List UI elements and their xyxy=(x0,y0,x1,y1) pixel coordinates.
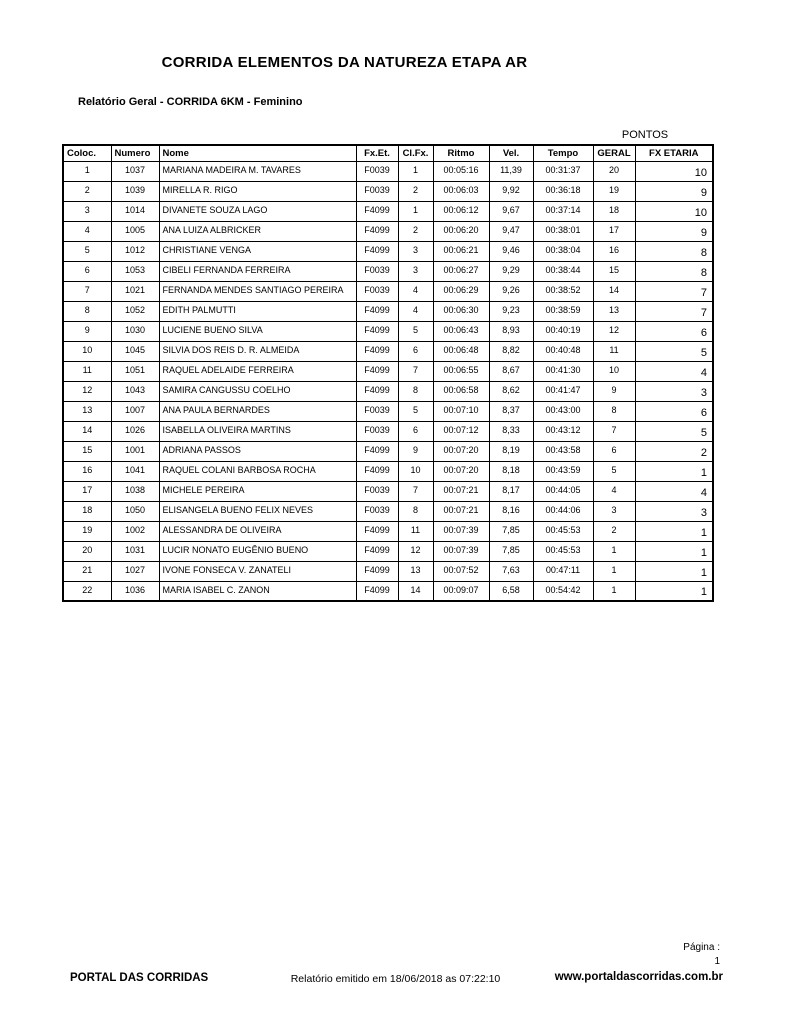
cell-vel: 9,67 xyxy=(489,201,533,221)
table-row xyxy=(63,201,713,221)
cell-tempo: 00:38:01 xyxy=(533,221,593,241)
cell-ritmo: 00:07:12 xyxy=(433,421,489,441)
cell-coloc: 4 xyxy=(63,221,111,241)
cell-fx-et: F0039 xyxy=(356,501,398,521)
table-row xyxy=(63,221,713,241)
table-row xyxy=(63,361,713,381)
cell-tempo: 00:40:19 xyxy=(533,321,593,341)
cell-vel: 7,63 xyxy=(489,561,533,581)
cell-vel: 8,16 xyxy=(489,501,533,521)
cell-vel: 9,92 xyxy=(489,181,533,201)
cell-cl-fx: 2 xyxy=(398,221,433,241)
table-row xyxy=(63,241,713,261)
cell-fx-et: F4099 xyxy=(356,461,398,481)
cell-ritmo: 00:06:12 xyxy=(433,201,489,221)
cell-nome: DIVANETE SOUZA LAGO xyxy=(159,201,356,221)
cell-numero: 1045 xyxy=(111,341,159,361)
cell-nome: ALESSANDRA DE OLIVEIRA xyxy=(159,521,356,541)
cell-coloc: 18 xyxy=(63,501,111,521)
results-table-head xyxy=(63,145,713,161)
cell-numero: 1043 xyxy=(111,381,159,401)
cell-tempo: 00:37:14 xyxy=(533,201,593,221)
cell-numero: 1039 xyxy=(111,181,159,201)
cell-ritmo: 00:05:16 xyxy=(433,161,489,181)
cell-fx-etaria: 4 xyxy=(635,481,713,501)
cell-numero: 1026 xyxy=(111,421,159,441)
cell-geral: 16 xyxy=(593,241,635,261)
cell-tempo: 00:41:47 xyxy=(533,381,593,401)
cell-geral: 3 xyxy=(593,501,635,521)
table-row xyxy=(63,161,713,181)
column-header-numero: Numero xyxy=(111,145,159,161)
cell-ritmo: 00:06:03 xyxy=(433,181,489,201)
cell-vel: 7,85 xyxy=(489,541,533,561)
column-header-vel: Vel. xyxy=(489,145,533,161)
cell-cl-fx: 12 xyxy=(398,541,433,561)
cell-coloc: 3 xyxy=(63,201,111,221)
cell-geral: 14 xyxy=(593,281,635,301)
pontos-column-group-label: PONTOS xyxy=(621,129,669,141)
table-row xyxy=(63,341,713,361)
page-number: 1 xyxy=(714,956,720,967)
results-table-body xyxy=(63,161,713,601)
cell-vel: 9,47 xyxy=(489,221,533,241)
cell-fx-et: F4099 xyxy=(356,341,398,361)
cell-numero: 1052 xyxy=(111,301,159,321)
cell-vel: 6,58 xyxy=(489,581,533,601)
cell-vel: 8,18 xyxy=(489,461,533,481)
cell-ritmo: 00:07:21 xyxy=(433,481,489,501)
cell-ritmo: 00:09:07 xyxy=(433,581,489,601)
cell-vel: 8,82 xyxy=(489,341,533,361)
cell-coloc: 12 xyxy=(63,381,111,401)
cell-coloc: 14 xyxy=(63,421,111,441)
cell-fx-etaria: 1 xyxy=(635,541,713,561)
cell-nome: CHRISTIANE VENGA xyxy=(159,241,356,261)
cell-cl-fx: 13 xyxy=(398,561,433,581)
cell-fx-et: F0039 xyxy=(356,481,398,501)
cell-tempo: 00:31:37 xyxy=(533,161,593,181)
cell-fx-etaria: 9 xyxy=(635,181,713,201)
cell-nome: FERNANDA MENDES SANTIAGO PEREIRA xyxy=(159,281,356,301)
cell-tempo: 00:44:06 xyxy=(533,501,593,521)
cell-geral: 6 xyxy=(593,441,635,461)
cell-cl-fx: 1 xyxy=(398,201,433,221)
cell-coloc: 17 xyxy=(63,481,111,501)
cell-vel: 8,17 xyxy=(489,481,533,501)
table-row xyxy=(63,261,713,281)
cell-coloc: 19 xyxy=(63,521,111,541)
cell-ritmo: 00:06:29 xyxy=(433,281,489,301)
table-row xyxy=(63,521,713,541)
cell-ritmo: 00:06:27 xyxy=(433,261,489,281)
cell-fx-et: F0039 xyxy=(356,281,398,301)
cell-ritmo: 00:07:20 xyxy=(433,441,489,461)
cell-cl-fx: 9 xyxy=(398,441,433,461)
cell-geral: 19 xyxy=(593,181,635,201)
cell-geral: 1 xyxy=(593,581,635,601)
cell-geral: 12 xyxy=(593,321,635,341)
cell-geral: 4 xyxy=(593,481,635,501)
cell-tempo: 00:43:59 xyxy=(533,461,593,481)
cell-cl-fx: 4 xyxy=(398,281,433,301)
cell-nome: MARIANA MADEIRA M. TAVARES xyxy=(159,161,356,181)
cell-tempo: 00:43:58 xyxy=(533,441,593,461)
cell-numero: 1027 xyxy=(111,561,159,581)
cell-numero: 1041 xyxy=(111,461,159,481)
cell-coloc: 11 xyxy=(63,361,111,381)
column-header-ritmo: Ritmo xyxy=(433,145,489,161)
cell-geral: 18 xyxy=(593,201,635,221)
cell-ritmo: 00:06:20 xyxy=(433,221,489,241)
cell-coloc: 15 xyxy=(63,441,111,461)
cell-geral: 20 xyxy=(593,161,635,181)
cell-fx-etaria: 7 xyxy=(635,281,713,301)
cell-ritmo: 00:06:55 xyxy=(433,361,489,381)
cell-fx-etaria: 8 xyxy=(635,241,713,261)
table-row xyxy=(63,581,713,601)
cell-tempo: 00:45:53 xyxy=(533,541,593,561)
report-subtitle: Relatório Geral - CORRIDA 6KM - Feminino xyxy=(78,96,303,108)
cell-nome: LUCIR NONATO EUGÊNIO BUENO xyxy=(159,541,356,561)
cell-numero: 1036 xyxy=(111,581,159,601)
cell-vel: 8,37 xyxy=(489,401,533,421)
table-row xyxy=(63,481,713,501)
page-label: Página : xyxy=(683,942,720,953)
footer-brand: PORTAL DAS CORRIDAS xyxy=(70,972,209,984)
cell-numero: 1030 xyxy=(111,321,159,341)
cell-coloc: 20 xyxy=(63,541,111,561)
cell-fx-etaria: 10 xyxy=(635,201,713,221)
cell-nome: MARIA ISABEL C. ZANON xyxy=(159,581,356,601)
cell-nome: SILVIA DOS REIS D. R. ALMEIDA xyxy=(159,341,356,361)
cell-fx-et: F4099 xyxy=(356,561,398,581)
cell-numero: 1007 xyxy=(111,401,159,421)
cell-coloc: 2 xyxy=(63,181,111,201)
cell-cl-fx: 8 xyxy=(398,381,433,401)
cell-vel: 9,29 xyxy=(489,261,533,281)
cell-ritmo: 00:07:20 xyxy=(433,461,489,481)
table-row xyxy=(63,561,713,581)
cell-ritmo: 00:06:43 xyxy=(433,321,489,341)
cell-ritmo: 00:06:30 xyxy=(433,301,489,321)
cell-cl-fx: 7 xyxy=(398,481,433,501)
cell-nome: ELISANGELA BUENO FELIX NEVES xyxy=(159,501,356,521)
cell-ritmo: 00:07:10 xyxy=(433,401,489,421)
cell-fx-etaria: 5 xyxy=(635,421,713,441)
footer-website-link: www.portaldascorridas.com.br xyxy=(554,971,723,983)
column-header-fx-etaria: FX ETARIA xyxy=(635,145,713,161)
cell-geral: 7 xyxy=(593,421,635,441)
cell-cl-fx: 3 xyxy=(398,261,433,281)
table-row xyxy=(63,541,713,561)
cell-tempo: 00:41:30 xyxy=(533,361,593,381)
cell-fx-et: F4099 xyxy=(356,581,398,601)
cell-fx-etaria: 4 xyxy=(635,361,713,381)
table-row xyxy=(63,421,713,441)
column-header-geral: GERAL xyxy=(593,145,635,161)
cell-ritmo: 00:07:39 xyxy=(433,521,489,541)
cell-nome: LUCIENE BUENO SILVA xyxy=(159,321,356,341)
cell-coloc: 21 xyxy=(63,561,111,581)
cell-nome: IVONE FONSECA V. ZANATELI xyxy=(159,561,356,581)
cell-tempo: 00:38:04 xyxy=(533,241,593,261)
cell-vel: 9,46 xyxy=(489,241,533,261)
cell-fx-etaria: 8 xyxy=(635,261,713,281)
cell-numero: 1002 xyxy=(111,521,159,541)
cell-coloc: 16 xyxy=(63,461,111,481)
cell-fx-et: F0039 xyxy=(356,421,398,441)
cell-tempo: 00:47:11 xyxy=(533,561,593,581)
cell-cl-fx: 6 xyxy=(398,421,433,441)
cell-fx-etaria: 6 xyxy=(635,321,713,341)
cell-fx-et: F4099 xyxy=(356,521,398,541)
cell-geral: 2 xyxy=(593,521,635,541)
cell-vel: 8,19 xyxy=(489,441,533,461)
cell-nome: RAQUEL ADELAIDE FERREIRA xyxy=(159,361,356,381)
table-row xyxy=(63,381,713,401)
cell-cl-fx: 1 xyxy=(398,161,433,181)
cell-geral: 8 xyxy=(593,401,635,421)
cell-fx-etaria: 3 xyxy=(635,381,713,401)
cell-cl-fx: 5 xyxy=(398,321,433,341)
cell-vel: 9,23 xyxy=(489,301,533,321)
cell-ritmo: 00:06:21 xyxy=(433,241,489,261)
cell-fx-et: F0039 xyxy=(356,401,398,421)
cell-fx-et: F4099 xyxy=(356,221,398,241)
cell-cl-fx: 5 xyxy=(398,401,433,421)
cell-tempo: 00:54:42 xyxy=(533,581,593,601)
cell-coloc: 6 xyxy=(63,261,111,281)
cell-cl-fx: 3 xyxy=(398,241,433,261)
cell-tempo: 00:38:59 xyxy=(533,301,593,321)
cell-nome: ADRIANA PASSOS xyxy=(159,441,356,461)
cell-geral: 9 xyxy=(593,381,635,401)
cell-fx-et: F4099 xyxy=(356,321,398,341)
cell-cl-fx: 10 xyxy=(398,461,433,481)
cell-fx-etaria: 1 xyxy=(635,561,713,581)
cell-cl-fx: 8 xyxy=(398,501,433,521)
cell-nome: MIRELLA R. RIGO xyxy=(159,181,356,201)
cell-nome: ISABELLA OLIVEIRA MARTINS xyxy=(159,421,356,441)
column-header-cl-fx: Cl.Fx. xyxy=(398,145,433,161)
column-header-coloc: Coloc. xyxy=(63,145,111,161)
header-row xyxy=(63,145,713,161)
cell-ritmo: 00:06:58 xyxy=(433,381,489,401)
cell-nome: RAQUEL COLANI BARBOSA ROCHA xyxy=(159,461,356,481)
cell-coloc: 9 xyxy=(63,321,111,341)
cell-vel: 8,93 xyxy=(489,321,533,341)
cell-fx-etaria: 9 xyxy=(635,221,713,241)
cell-nome: SAMIRA CANGUSSU COELHO xyxy=(159,381,356,401)
cell-numero: 1051 xyxy=(111,361,159,381)
cell-coloc: 13 xyxy=(63,401,111,421)
cell-fx-et: F0039 xyxy=(356,161,398,181)
cell-fx-etaria: 1 xyxy=(635,581,713,601)
cell-cl-fx: 14 xyxy=(398,581,433,601)
cell-tempo: 00:45:53 xyxy=(533,521,593,541)
cell-tempo: 00:43:00 xyxy=(533,401,593,421)
cell-fx-et: F4099 xyxy=(356,241,398,261)
cell-geral: 17 xyxy=(593,221,635,241)
cell-cl-fx: 2 xyxy=(398,181,433,201)
cell-coloc: 7 xyxy=(63,281,111,301)
cell-nome: ANA PAULA BERNARDES xyxy=(159,401,356,421)
cell-fx-et: F4099 xyxy=(356,361,398,381)
cell-vel: 8,67 xyxy=(489,361,533,381)
cell-geral: 13 xyxy=(593,301,635,321)
cell-numero: 1031 xyxy=(111,541,159,561)
cell-coloc: 22 xyxy=(63,581,111,601)
cell-fx-et: F0039 xyxy=(356,181,398,201)
cell-fx-etaria: 10 xyxy=(635,161,713,181)
cell-geral: 10 xyxy=(593,361,635,381)
cell-nome: CIBELI FERNANDA FERREIRA xyxy=(159,261,356,281)
cell-geral: 1 xyxy=(593,561,635,581)
cell-numero: 1038 xyxy=(111,481,159,501)
cell-tempo: 00:43:12 xyxy=(533,421,593,441)
cell-vel: 7,85 xyxy=(489,521,533,541)
cell-cl-fx: 6 xyxy=(398,341,433,361)
cell-fx-etaria: 2 xyxy=(635,441,713,461)
cell-fx-etaria: 7 xyxy=(635,301,713,321)
cell-fx-et: F4099 xyxy=(356,301,398,321)
cell-ritmo: 00:06:48 xyxy=(433,341,489,361)
cell-nome: MICHELE PEREIRA xyxy=(159,481,356,501)
cell-vel: 8,62 xyxy=(489,381,533,401)
cell-vel: 8,33 xyxy=(489,421,533,441)
cell-vel: 9,26 xyxy=(489,281,533,301)
cell-nome: EDITH PALMUTTI xyxy=(159,301,356,321)
table-row xyxy=(63,401,713,421)
results-table xyxy=(62,144,714,602)
cell-coloc: 1 xyxy=(63,161,111,181)
cell-coloc: 8 xyxy=(63,301,111,321)
cell-coloc: 5 xyxy=(63,241,111,261)
cell-ritmo: 00:07:39 xyxy=(433,541,489,561)
table-row xyxy=(63,301,713,321)
cell-nome: ANA LUIZA ALBRICKER xyxy=(159,221,356,241)
cell-tempo: 00:38:44 xyxy=(533,261,593,281)
table-row xyxy=(63,281,713,301)
column-header-tempo: Tempo xyxy=(533,145,593,161)
cell-numero: 1037 xyxy=(111,161,159,181)
table-row xyxy=(63,181,713,201)
cell-ritmo: 00:07:21 xyxy=(433,501,489,521)
page-indicator xyxy=(683,941,720,969)
cell-fx-etaria: 1 xyxy=(635,521,713,541)
footer-emitted-timestamp: Relatório emitido em 18/06/2018 as 07:22:10 xyxy=(290,973,501,985)
cell-numero: 1053 xyxy=(111,261,159,281)
cell-tempo: 00:40:48 xyxy=(533,341,593,361)
cell-vel: 11,39 xyxy=(489,161,533,181)
cell-fx-etaria: 3 xyxy=(635,501,713,521)
cell-geral: 15 xyxy=(593,261,635,281)
cell-ritmo: 00:07:52 xyxy=(433,561,489,581)
cell-tempo: 00:38:52 xyxy=(533,281,593,301)
cell-numero: 1012 xyxy=(111,241,159,261)
cell-fx-etaria: 5 xyxy=(635,341,713,361)
cell-tempo: 00:36:18 xyxy=(533,181,593,201)
cell-numero: 1005 xyxy=(111,221,159,241)
cell-fx-et: F4099 xyxy=(356,201,398,221)
cell-coloc: 10 xyxy=(63,341,111,361)
cell-geral: 5 xyxy=(593,461,635,481)
cell-fx-et: F0039 xyxy=(356,261,398,281)
cell-tempo: 00:44:05 xyxy=(533,481,593,501)
cell-fx-et: F4099 xyxy=(356,541,398,561)
table-row xyxy=(63,441,713,461)
column-header-fx-et: Fx.Et. xyxy=(356,145,398,161)
table-row xyxy=(63,501,713,521)
cell-fx-et: F4099 xyxy=(356,441,398,461)
cell-numero: 1001 xyxy=(111,441,159,461)
cell-fx-etaria: 1 xyxy=(635,461,713,481)
cell-cl-fx: 4 xyxy=(398,301,433,321)
cell-fx-et: F4099 xyxy=(356,381,398,401)
column-header-nome: Nome xyxy=(159,145,356,161)
report-title: CORRIDA ELEMENTOS DA NATUREZA ETAPA AR xyxy=(161,54,528,71)
cell-numero: 1014 xyxy=(111,201,159,221)
cell-numero: 1050 xyxy=(111,501,159,521)
table-row xyxy=(63,461,713,481)
table-row xyxy=(63,321,713,341)
cell-cl-fx: 7 xyxy=(398,361,433,381)
cell-geral: 11 xyxy=(593,341,635,361)
cell-fx-etaria: 6 xyxy=(635,401,713,421)
cell-cl-fx: 11 xyxy=(398,521,433,541)
cell-geral: 1 xyxy=(593,541,635,561)
cell-numero: 1021 xyxy=(111,281,159,301)
